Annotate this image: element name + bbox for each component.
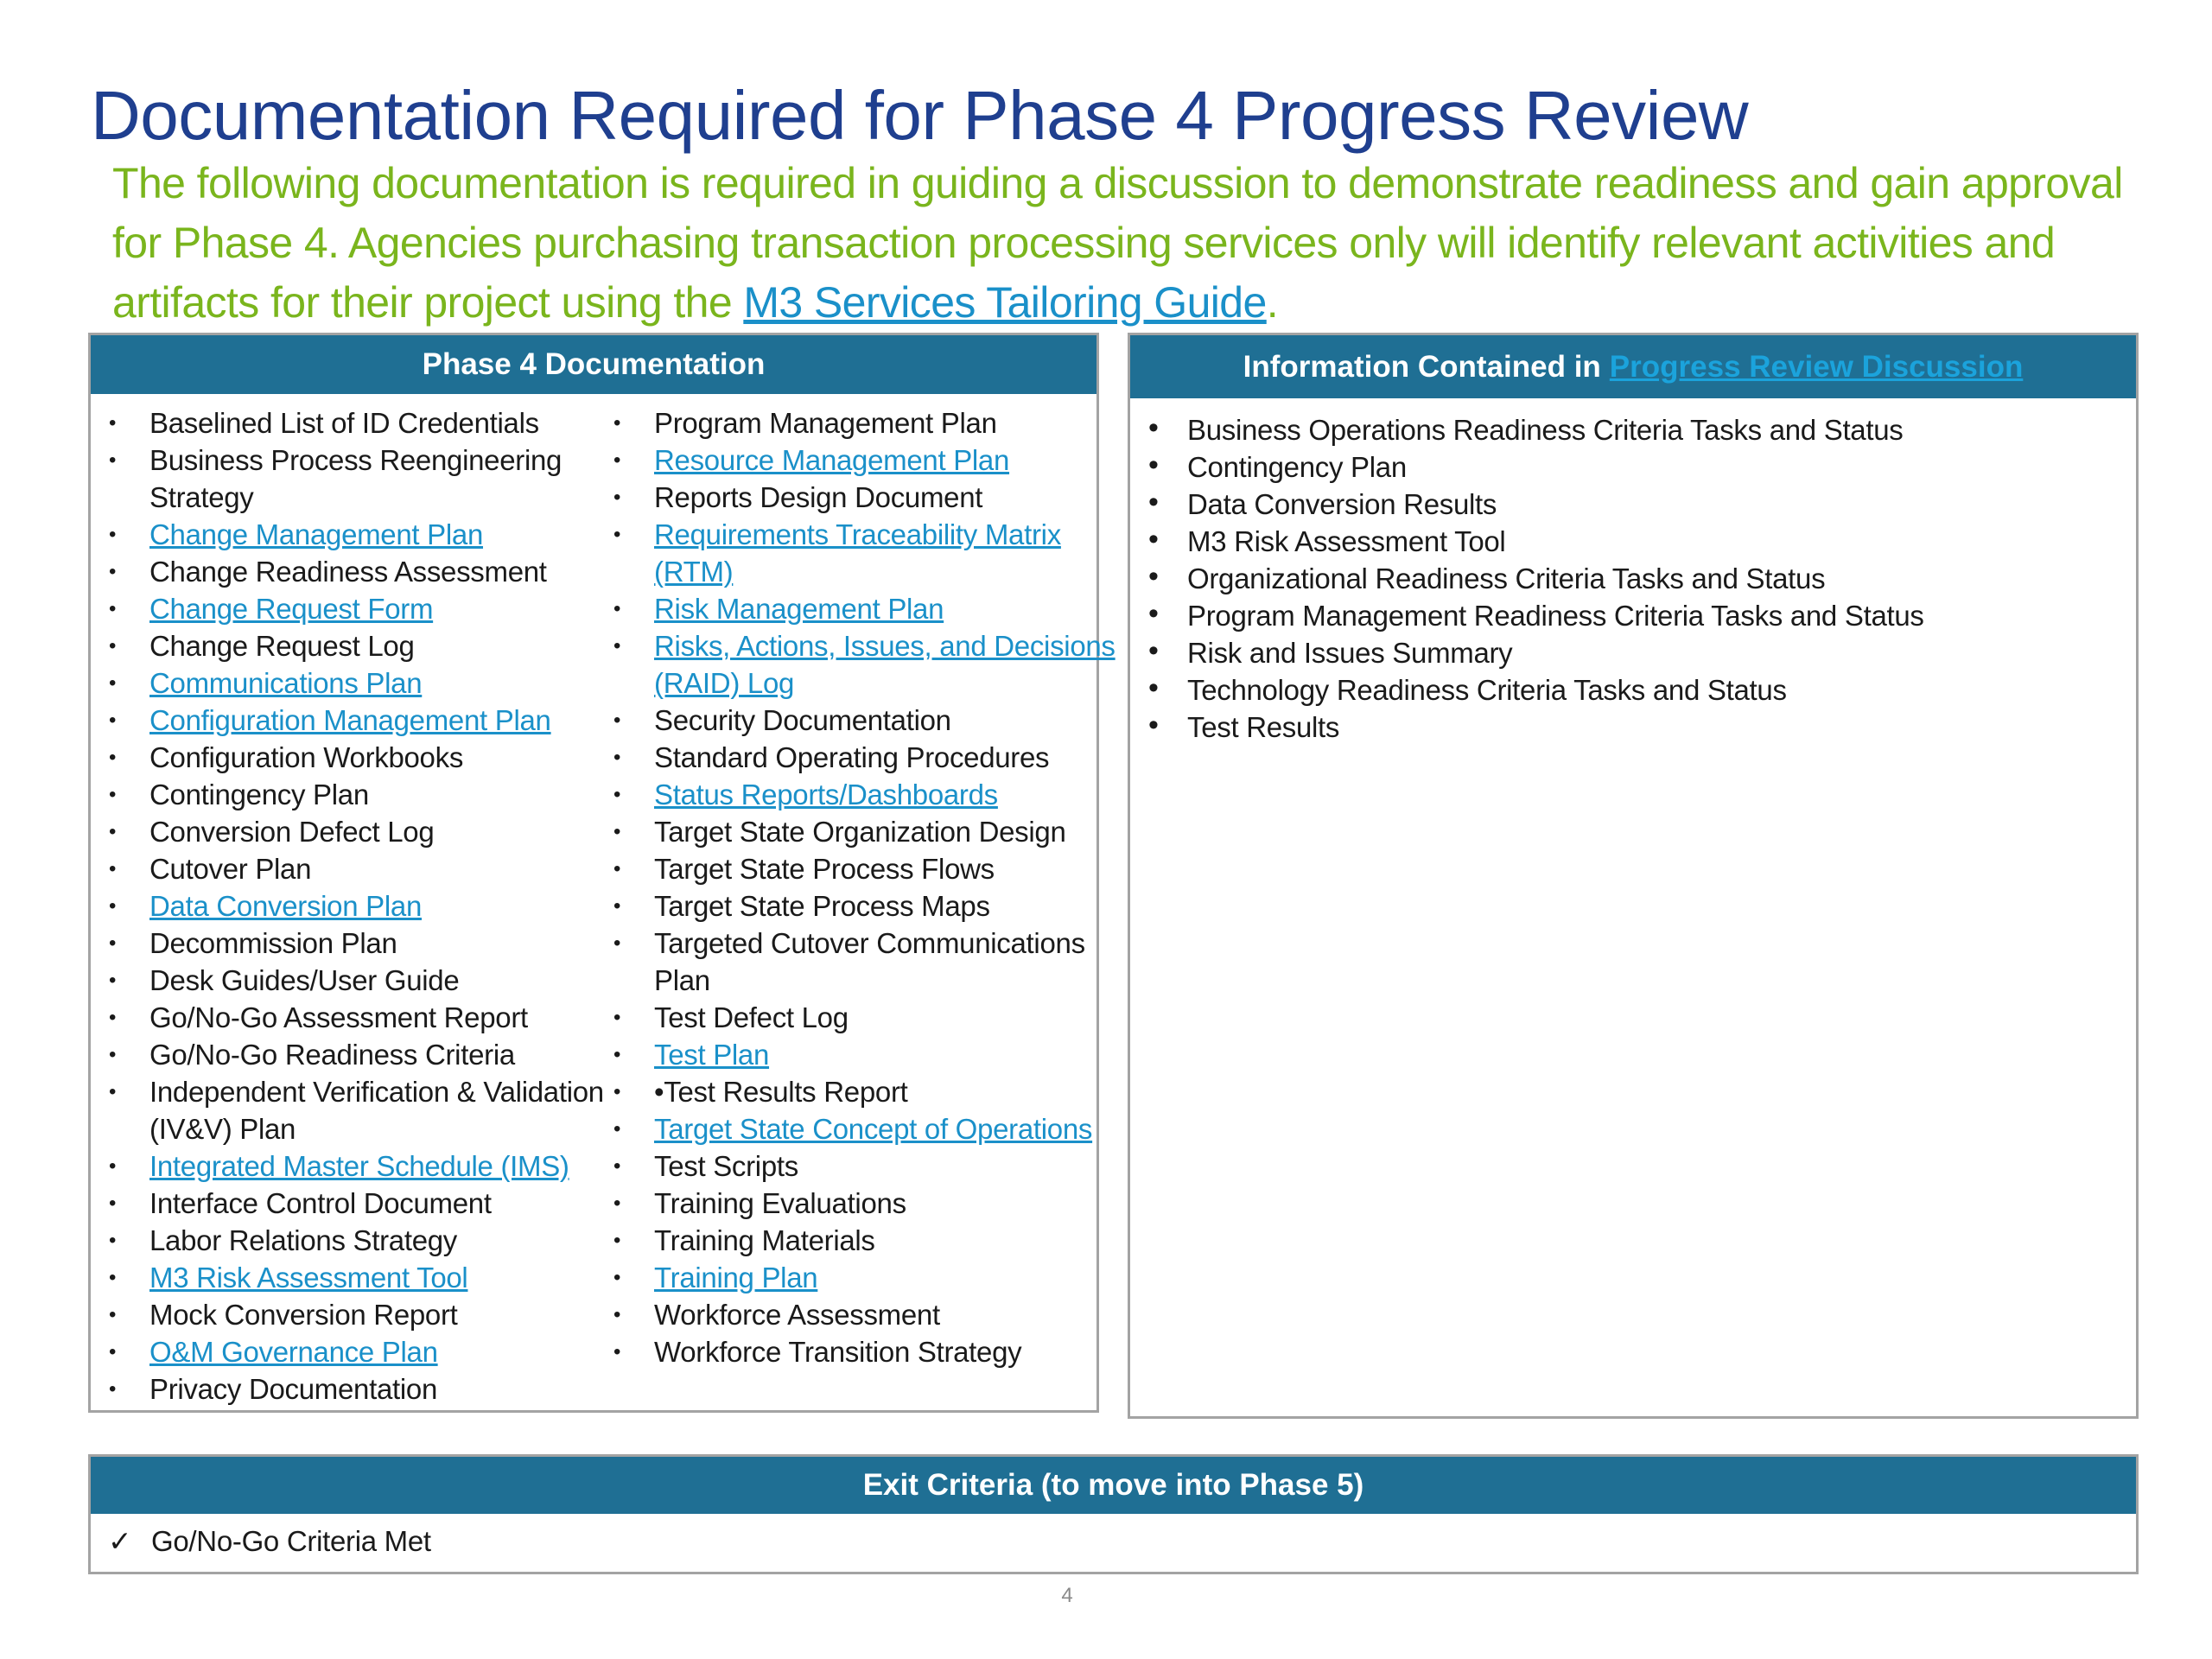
bullet-icon: •	[109, 1377, 117, 1401]
bullet-icon: •	[109, 1229, 117, 1252]
document-label: •Test Results Report	[654, 1076, 908, 1108]
document-label: Independent Verification & Validation	[149, 1076, 604, 1108]
list-item	[109, 553, 604, 590]
bullet-icon: •	[109, 597, 117, 620]
document-label: Workforce Transition Strategy	[654, 1336, 1022, 1368]
bullet-icon: •	[109, 1080, 117, 1103]
info-item-label: Program Management Readiness Criteria Tasks and Status	[1187, 600, 1924, 632]
document-label: Contingency Plan	[149, 779, 369, 810]
document-link[interactable]: Requirements Traceability Matrix	[654, 518, 1061, 550]
list-item	[613, 590, 1116, 627]
document-link[interactable]: Change Management Plan	[149, 518, 484, 550]
bullet-icon: •	[613, 820, 621, 843]
intro-text-end: .	[1266, 278, 1279, 327]
list-item	[613, 739, 1116, 776]
list-item	[613, 999, 1116, 1036]
panel-header: Phase 4 Documentation	[91, 335, 1096, 394]
document-label: Standard Operating Procedures	[654, 741, 1050, 773]
bullet-icon: •	[109, 857, 117, 880]
bullet-icon: •	[1148, 560, 1159, 593]
exit-criteria-label: Go/No-Go Criteria Met	[151, 1525, 431, 1557]
bullet-icon: •	[613, 746, 621, 769]
list-item	[109, 1147, 604, 1185]
progress-review-discussion-link[interactable]: Progress Review Discussion	[1609, 349, 2024, 384]
panel-header: Exit Criteria (to move into Phase 5)	[91, 1457, 2136, 1514]
document-label: Targeted Cutover Communications	[654, 927, 1085, 959]
bullet-icon: •	[1148, 523, 1159, 556]
document-label: Configuration Workbooks	[149, 741, 464, 773]
document-label: Go/No-Go Assessment Report	[149, 1001, 528, 1033]
document-link[interactable]: Target State Concept of Operations	[654, 1113, 1093, 1145]
list-item	[1148, 597, 1924, 634]
document-label: Program Management Plan	[654, 407, 997, 439]
bullet-icon: •	[613, 1117, 621, 1141]
list-item	[109, 516, 604, 553]
document-label: Interface Control Document	[149, 1187, 492, 1219]
list-item	[109, 702, 604, 739]
info-item-label: Risk and Issues Summary	[1187, 637, 1513, 669]
list-item	[109, 850, 604, 887]
info-item-label: Test Results	[1187, 711, 1340, 743]
list-item	[613, 1185, 1116, 1222]
document-label: Baselined List of ID Credentials	[149, 407, 539, 439]
document-label: Conversion Defect Log	[149, 816, 435, 848]
list-item	[109, 925, 604, 962]
bullet-icon: •	[109, 411, 117, 435]
list-item	[654, 962, 1116, 999]
list-item	[109, 776, 604, 813]
bullet-icon: •	[109, 1340, 117, 1363]
list-item	[109, 664, 604, 702]
list-item	[613, 813, 1116, 850]
list-item	[1148, 560, 1924, 597]
bullet-icon: •	[613, 1006, 621, 1029]
list-item	[613, 925, 1116, 962]
bullet-icon: •	[613, 1266, 621, 1289]
document-label: Plan	[654, 964, 710, 996]
document-label: Test Scripts	[654, 1150, 798, 1182]
document-link[interactable]: Configuration Management Plan	[149, 704, 551, 736]
bullet-icon: •	[109, 560, 117, 583]
list-item	[613, 1222, 1116, 1259]
list-item	[109, 813, 604, 850]
info-item-label: M3 Risk Assessment Tool	[1187, 525, 1506, 557]
document-label: Change Readiness Assessment	[149, 556, 547, 588]
list-item	[613, 516, 1116, 553]
document-label: Workforce Assessment	[654, 1299, 940, 1331]
list-item	[109, 739, 604, 776]
document-link[interactable]: Risks, Actions, Issues, and Decisions	[654, 630, 1116, 662]
bullet-icon: •	[109, 1303, 117, 1326]
document-label: Target State Process Flows	[654, 853, 995, 885]
document-label: Target State Organization Design	[654, 816, 1066, 848]
bullet-icon: •	[613, 1043, 621, 1066]
document-label: Change Request Log	[149, 630, 415, 662]
list-item	[109, 442, 604, 479]
document-label: Labor Relations Strategy	[149, 1224, 458, 1256]
list-item	[1148, 671, 1924, 709]
bullet-icon: •	[109, 820, 117, 843]
list-item	[109, 590, 604, 627]
document-link[interactable]: Training Plan	[654, 1262, 818, 1294]
list-item	[1148, 486, 1924, 523]
document-link[interactable]: Data Conversion Plan	[149, 890, 423, 922]
phase4-documentation-panel	[88, 333, 1116, 1413]
bullet-icon: •	[109, 448, 117, 472]
bullet-icon: •	[109, 634, 117, 658]
document-link[interactable]: (RAID) Log	[654, 667, 795, 699]
bullet-icon: •	[109, 746, 117, 769]
bullet-icon: •	[109, 783, 117, 806]
page-title: Documentation Required for Phase 4 Progress Review	[91, 77, 1749, 154]
bullet-icon: •	[109, 1043, 117, 1066]
bullet-icon: •	[613, 1340, 621, 1363]
list-item	[149, 1110, 604, 1147]
bullet-icon: •	[109, 709, 117, 732]
info-item-label: Organizational Readiness Criteria Tasks and Status	[1187, 563, 1826, 594]
document-label: Decommission Plan	[149, 927, 397, 959]
list-item	[109, 1259, 604, 1296]
list-item	[109, 1222, 604, 1259]
bullet-icon: •	[109, 931, 117, 955]
document-label: (IV&V) Plan	[149, 1113, 296, 1145]
document-label: Training Evaluations	[654, 1187, 906, 1219]
list-item	[109, 1370, 604, 1408]
list-item	[654, 664, 1116, 702]
header-prefix: Information Contained in	[1243, 349, 1601, 384]
info-item-label: Business Operations Readiness Criteria Tasks and Status	[1187, 414, 1904, 446]
bullet-icon: •	[613, 931, 621, 955]
document-link[interactable]: M3 Risk Assessment Tool	[149, 1262, 468, 1294]
bullet-icon: •	[613, 597, 621, 620]
bullet-icon: •	[1148, 411, 1159, 444]
info-item-label: Technology Readiness Criteria Tasks and Status	[1187, 674, 1787, 706]
list-item	[1148, 634, 1924, 671]
bullet-icon: •	[613, 634, 621, 658]
list-item	[109, 1036, 604, 1073]
list-item	[1148, 523, 1924, 560]
document-link[interactable]: Test Plan	[654, 1039, 770, 1071]
exit-criteria-panel	[88, 1454, 2139, 1574]
document-link[interactable]: Risk Management Plan	[654, 593, 944, 625]
info-item-label: Contingency Plan	[1187, 451, 1407, 483]
intro-text: The following documentation is required in guiding a discussion to demonstrate readiness and gain approval for Phase 4. Agencies purchasing transaction processing services only will identify relevant activities and artifacts for their project using the	[112, 159, 2123, 327]
document-label: Target State Process Maps	[654, 890, 990, 922]
list-item	[613, 479, 1116, 516]
document-label: Test Defect Log	[654, 1001, 849, 1033]
bullet-icon: •	[613, 486, 621, 509]
list-item	[613, 1073, 1116, 1110]
document-label: Desk Guides/User Guide	[149, 964, 460, 996]
list-item	[109, 1185, 604, 1222]
bullet-icon: •	[1148, 634, 1159, 667]
list-item	[109, 1073, 604, 1110]
progress-review-info-panel	[1128, 333, 2139, 1419]
bullet-icon: •	[1148, 671, 1159, 704]
bullet-icon: •	[613, 1303, 621, 1326]
document-label: Strategy	[149, 481, 254, 513]
bullet-icon: •	[613, 523, 621, 546]
list-item	[613, 1036, 1116, 1073]
list-item	[613, 1296, 1116, 1333]
checkmark-icon: ✓	[108, 1525, 132, 1557]
list-item	[613, 1333, 1116, 1370]
list-item	[613, 627, 1116, 664]
bullet-icon: •	[613, 1192, 621, 1215]
document-link[interactable]: (RTM)	[654, 556, 734, 588]
bullet-icon: •	[1148, 448, 1159, 481]
list-item	[1148, 411, 1924, 448]
exit-criteria-item	[108, 1524, 431, 1558]
list-item	[613, 1110, 1116, 1147]
list-item	[613, 404, 1116, 442]
list-item	[109, 999, 604, 1036]
document-link[interactable]: Communications Plan	[149, 667, 423, 699]
list-item	[109, 627, 604, 664]
list-item	[613, 887, 1116, 925]
document-label: Privacy Documentation	[149, 1373, 438, 1405]
document-label: Mock Conversion Report	[149, 1299, 458, 1331]
list-item	[109, 1333, 604, 1370]
bullet-icon: •	[613, 894, 621, 918]
document-label: Training Materials	[654, 1224, 875, 1256]
panel-header	[1130, 335, 2136, 398]
bullet-icon: •	[613, 411, 621, 435]
list-item	[149, 479, 604, 516]
document-label: Cutover Plan	[149, 853, 312, 885]
document-link[interactable]: Status Reports/Dashboards	[654, 779, 998, 810]
list-item	[613, 702, 1116, 739]
document-link[interactable]: Integrated Master Schedule (IMS)	[149, 1150, 569, 1182]
bullet-icon: •	[109, 894, 117, 918]
document-link[interactable]: Resource Management Plan	[654, 444, 1010, 476]
document-label: Business Process Reengineering	[149, 444, 563, 476]
list-item	[613, 442, 1116, 479]
list-item	[1148, 448, 1924, 486]
document-link[interactable]: Change Request Form	[149, 593, 434, 625]
bullet-icon: •	[613, 857, 621, 880]
list-item	[613, 850, 1116, 887]
bullet-icon: •	[109, 1154, 117, 1178]
list-item	[1148, 709, 1924, 746]
list-item	[613, 1259, 1116, 1296]
list-item	[613, 776, 1116, 813]
bullet-icon: •	[109, 671, 117, 695]
document-link[interactable]: O&M Governance Plan	[149, 1336, 438, 1368]
bullet-icon: •	[613, 448, 621, 472]
bullet-icon: •	[613, 709, 621, 732]
intro-paragraph	[112, 154, 2169, 333]
list-item	[109, 404, 604, 442]
list-item	[109, 887, 604, 925]
documentation-list-left	[109, 404, 604, 1408]
bullet-icon: •	[109, 969, 117, 992]
list-item	[613, 1147, 1116, 1185]
bullet-icon: •	[109, 1006, 117, 1029]
bullet-icon: •	[109, 1266, 117, 1289]
bullet-icon: •	[109, 1192, 117, 1215]
list-item	[654, 553, 1116, 590]
list-item	[109, 1296, 604, 1333]
document-label: Go/No-Go Readiness Criteria	[149, 1039, 515, 1071]
tailoring-guide-link[interactable]: M3 Services Tailoring Guide	[743, 278, 1267, 327]
bullet-icon: •	[1148, 597, 1159, 630]
bullet-icon: •	[1148, 709, 1159, 741]
document-label: Reports Design Document	[654, 481, 983, 513]
bullet-icon: •	[613, 1154, 621, 1178]
bullet-icon: •	[613, 783, 621, 806]
list-item	[109, 962, 604, 999]
page-number: 4	[1061, 1584, 1073, 1607]
info-item-label: Data Conversion Results	[1187, 488, 1497, 520]
bullet-icon: •	[109, 523, 117, 546]
documentation-list-right	[613, 404, 1116, 1370]
info-list	[1148, 411, 1924, 746]
document-label: Security Documentation	[654, 704, 951, 736]
bullet-icon: •	[613, 1080, 621, 1103]
bullet-icon: •	[1148, 486, 1159, 518]
bullet-icon: •	[613, 1229, 621, 1252]
